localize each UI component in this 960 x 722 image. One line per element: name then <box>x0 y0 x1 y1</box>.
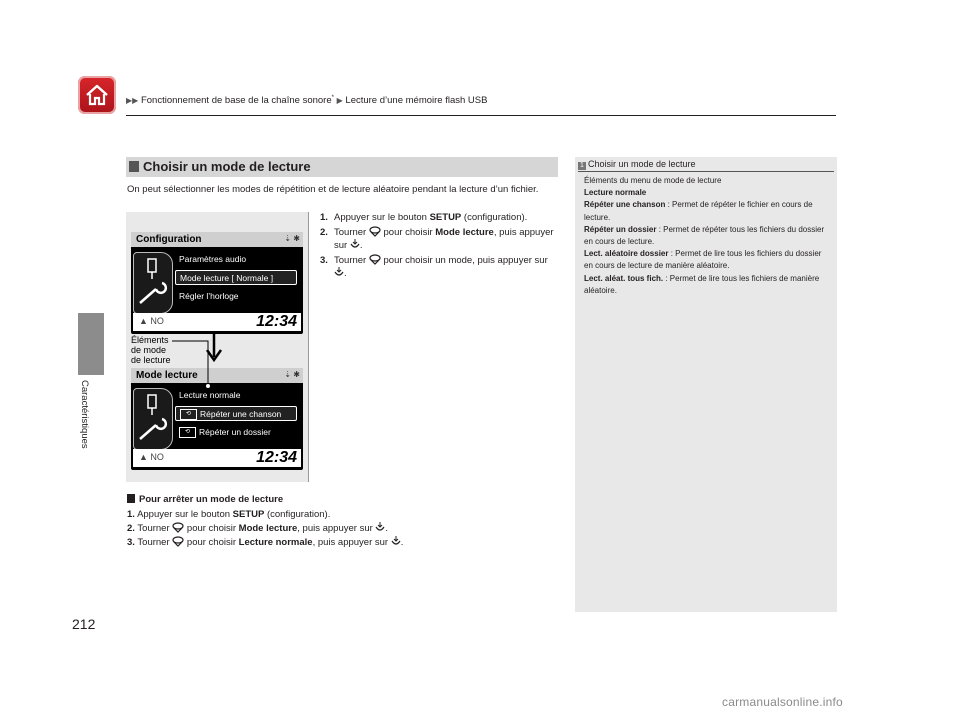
breadcrumb-link-audio[interactable]: Fonctionnement de base de la chaîne sonore <box>140 95 332 107</box>
chapter-tab[interactable] <box>78 313 104 375</box>
note-entry: Lecture normale <box>584 188 647 198</box>
press-knob-icon <box>375 522 385 532</box>
home-button[interactable] <box>78 76 116 114</box>
watermark: carmanualsonline.info <box>722 695 843 709</box>
home-icon <box>84 82 110 108</box>
menu-item-play-mode[interactable]: Mode lecture [ Normale ] <box>175 270 297 285</box>
clock-display: 12:34 <box>256 449 297 466</box>
stop-step-1: 1. Appuyer sur le bouton SETUP (configuration). <box>127 509 331 520</box>
selector-knob-icon <box>172 522 184 533</box>
note-icon: 1 <box>578 162 586 170</box>
note-entry: Lect. aléat. tous fich. : Permet de lire tous les fichiers de manière aléatoire. <box>584 273 820 295</box>
breadcrumb <box>126 95 487 106</box>
screen-title: Mode lecture <box>131 368 303 383</box>
note-entry: Lect. aléatoire dossier : Permet de lire tous les fichiers du dossier en cours de lecture de manière aléatoire. <box>584 249 822 271</box>
callout-label: Éléments de mode de lecture <box>131 335 171 365</box>
usb-wrench-icon <box>134 253 172 313</box>
subsection-marker-icon <box>127 494 135 503</box>
stop-step-2: 2. Tourner pour choisir Mode lecture, puis appuyer sur . <box>127 523 389 534</box>
step-3: 3. Tourner pour choisir un mode, puis appuyer sur . <box>320 254 548 279</box>
press-knob-icon <box>391 536 401 546</box>
status-no: ▲ NO <box>139 452 164 462</box>
configuration-screen <box>131 232 303 334</box>
note-lead: Éléments du menu de mode de lecture <box>584 176 722 185</box>
repeat-folder-icon: ⟲ <box>179 427 196 438</box>
step-1: 1. Appuyer sur le bouton SETUP (configuration). <box>320 212 528 223</box>
clock-display: 12:34 <box>256 313 297 330</box>
selector-knob-icon <box>369 226 381 237</box>
side-note <box>575 157 837 612</box>
note-entry: Répéter un dossier : Permet de répéter tous les fichiers du dossier en cours de lecture. <box>584 224 825 247</box>
usb-source-icon <box>133 252 173 314</box>
selector-knob-icon <box>172 536 184 547</box>
breadcrumb-arrow-icon: ▶▶ <box>126 96 139 106</box>
status-bar <box>133 449 301 467</box>
step-2: 2. Tourner pour choisir Mode lecture, puis appuyer sur . <box>320 226 554 251</box>
breadcrumb-arrow-icon: ▶ <box>336 96 343 106</box>
status-bar <box>133 313 301 331</box>
note-entry: Répéter une chanson : Permet de répéter le fichier en cours de lecture. <box>584 200 813 222</box>
intro-text: On peut sélectionner les modes de répétition et de lecture aléatoire pendant la lecture d’un fichier. <box>127 184 539 195</box>
stop-step-3: 3. Tourner pour choisir Lecture normale, puis appuyer sur . <box>127 537 404 548</box>
bluetooth-icon: ⇣ ✱ <box>284 370 300 379</box>
menu-item-repeat-song[interactable]: ⟲ Répéter une chanson <box>175 406 297 421</box>
chapter-label: Caractéristiques <box>79 380 90 449</box>
header-divider <box>126 115 836 116</box>
screen-title: Configuration <box>131 232 303 247</box>
note-divider <box>578 171 834 172</box>
note-body <box>584 175 828 297</box>
menu-item-normal[interactable]: Lecture normale <box>179 390 241 400</box>
section-title: Choisir un mode de lecture <box>143 159 311 174</box>
usb-wrench-icon <box>134 389 172 449</box>
menu-item-clock[interactable]: Régler l’horloge <box>179 291 239 301</box>
asterisk-mark: * <box>331 95 334 101</box>
down-arrow-icon <box>204 333 224 363</box>
procedure-steps <box>320 211 556 282</box>
page-number: 212 <box>72 616 96 632</box>
status-no: ▲ NO <box>139 316 164 326</box>
menu-item-repeat-folder[interactable]: ⟲ Répéter un dossier <box>175 425 297 440</box>
breadcrumb-current: Lecture d’une mémoire flash USB <box>345 95 488 107</box>
press-knob-icon <box>334 267 344 277</box>
menu-item-audio[interactable]: Paramètres audio <box>179 254 247 264</box>
note-title: 1 Choisir un mode de lecture <box>578 159 696 170</box>
selector-knob-icon <box>369 254 381 265</box>
section-marker-icon <box>129 161 139 172</box>
press-knob-icon <box>350 239 360 249</box>
usb-source-icon <box>133 388 173 450</box>
bluetooth-icon: ⇣ ✱ <box>284 234 300 243</box>
section-header <box>126 157 558 177</box>
stop-mode-steps <box>127 508 557 550</box>
repeat-icon: ⟲ <box>180 409 197 420</box>
stop-mode-heading: Pour arrêter un mode de lecture <box>127 494 283 505</box>
